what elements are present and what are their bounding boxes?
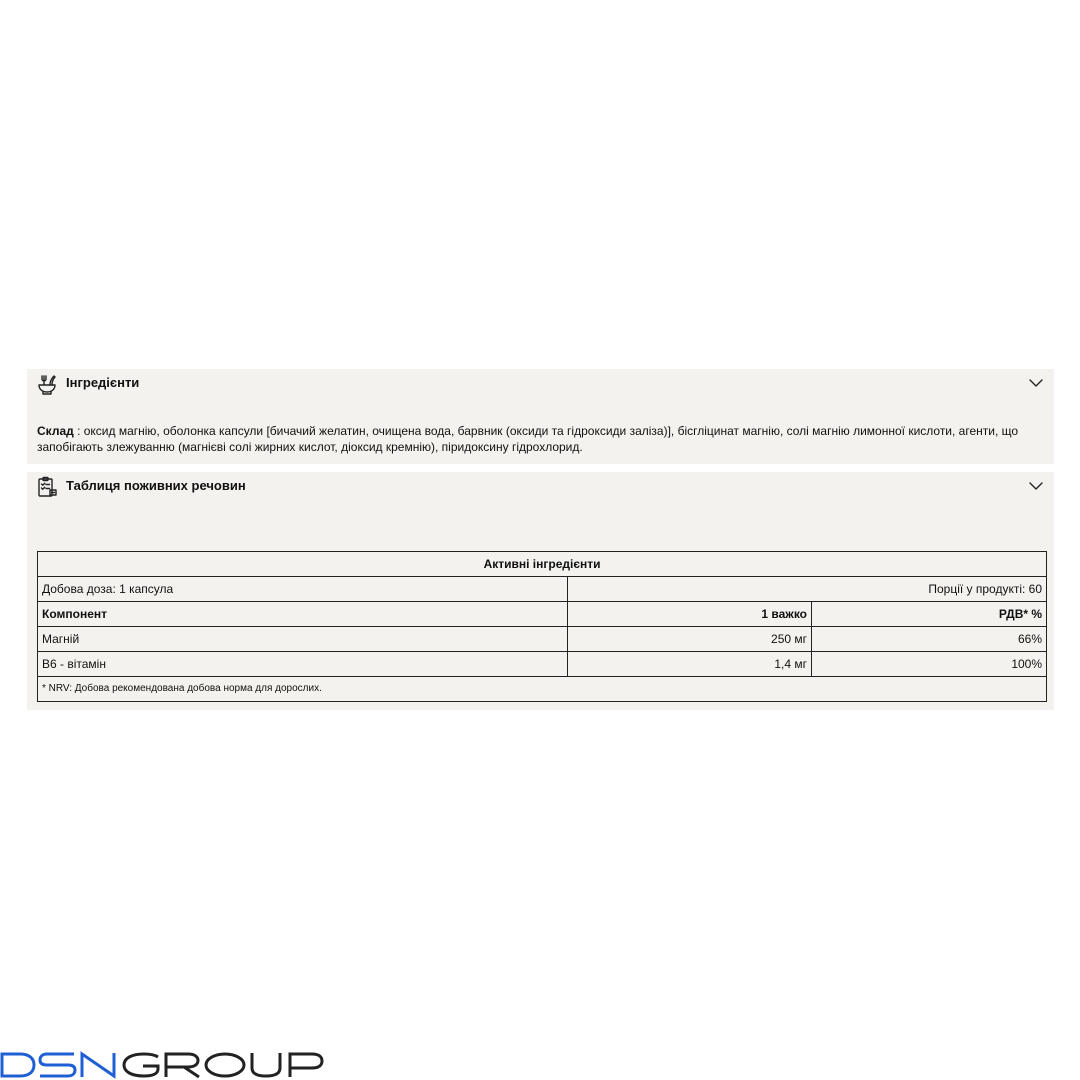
column-header-amount: 1 важко: [568, 602, 812, 627]
nutrition-table: [37, 551, 1047, 702]
column-header-component: Компонент: [38, 602, 568, 627]
ingredients-accordion-header[interactable]: [27, 369, 1054, 397]
logo-part-dsn: [2, 1053, 114, 1077]
chevron-down-icon[interactable]: [1029, 479, 1043, 493]
servings-per-product: Порції у продукті: 60: [568, 577, 1047, 602]
nutrition-section: [27, 472, 1054, 710]
row-amount: 1,4 мг: [568, 652, 812, 677]
row-component: Магній: [38, 627, 568, 652]
composition-text-block: [37, 423, 1037, 455]
row-nrv: 100%: [812, 652, 1047, 677]
table-title-row: [38, 552, 1047, 577]
bowl-with-utensils-icon: [36, 373, 58, 395]
nrv-footnote: * NRV: Добова рекомендована добова норма для дорослих.: [38, 677, 1047, 702]
clipboard-checklist-icon: [36, 476, 58, 498]
nutrition-accordion-header[interactable]: [27, 472, 1054, 500]
ingredients-section: [27, 369, 1054, 464]
chevron-down-icon[interactable]: [1029, 376, 1043, 390]
composition-text: : оксид магнію, оболонка капсули [бичачий желатин, очищена вода, барвник (оксиди та гідроксиди заліза)], бісгліцинат магнію, солі магнію лимонної кислоти, агенти, що запобігають злежуванню (магнієві солі жирних кислот, діоксид кремнію), піридоксину гідрохлорид.: [37, 424, 1019, 454]
brand-logo: [0, 1050, 326, 1080]
table-header-row: [38, 602, 1047, 627]
table-title: Активні інгредієнти: [38, 552, 1047, 577]
footnote-row: [38, 677, 1047, 702]
table-row: [38, 627, 1047, 652]
row-amount: 250 мг: [568, 627, 812, 652]
ingredients-title: Інгредієнти: [66, 375, 140, 390]
nutrition-title: Таблиця поживних речовин: [66, 478, 246, 493]
daily-dose: Добова доза: 1 капсула: [38, 577, 568, 602]
table-row: [38, 652, 1047, 677]
dose-row: [38, 577, 1047, 602]
column-header-nrv: РДВ* %: [812, 602, 1047, 627]
row-component: B6 - вітамін: [38, 652, 568, 677]
composition-label: Склад: [37, 424, 74, 438]
row-nrv: 66%: [812, 627, 1047, 652]
logo-part-group: [124, 1053, 322, 1077]
